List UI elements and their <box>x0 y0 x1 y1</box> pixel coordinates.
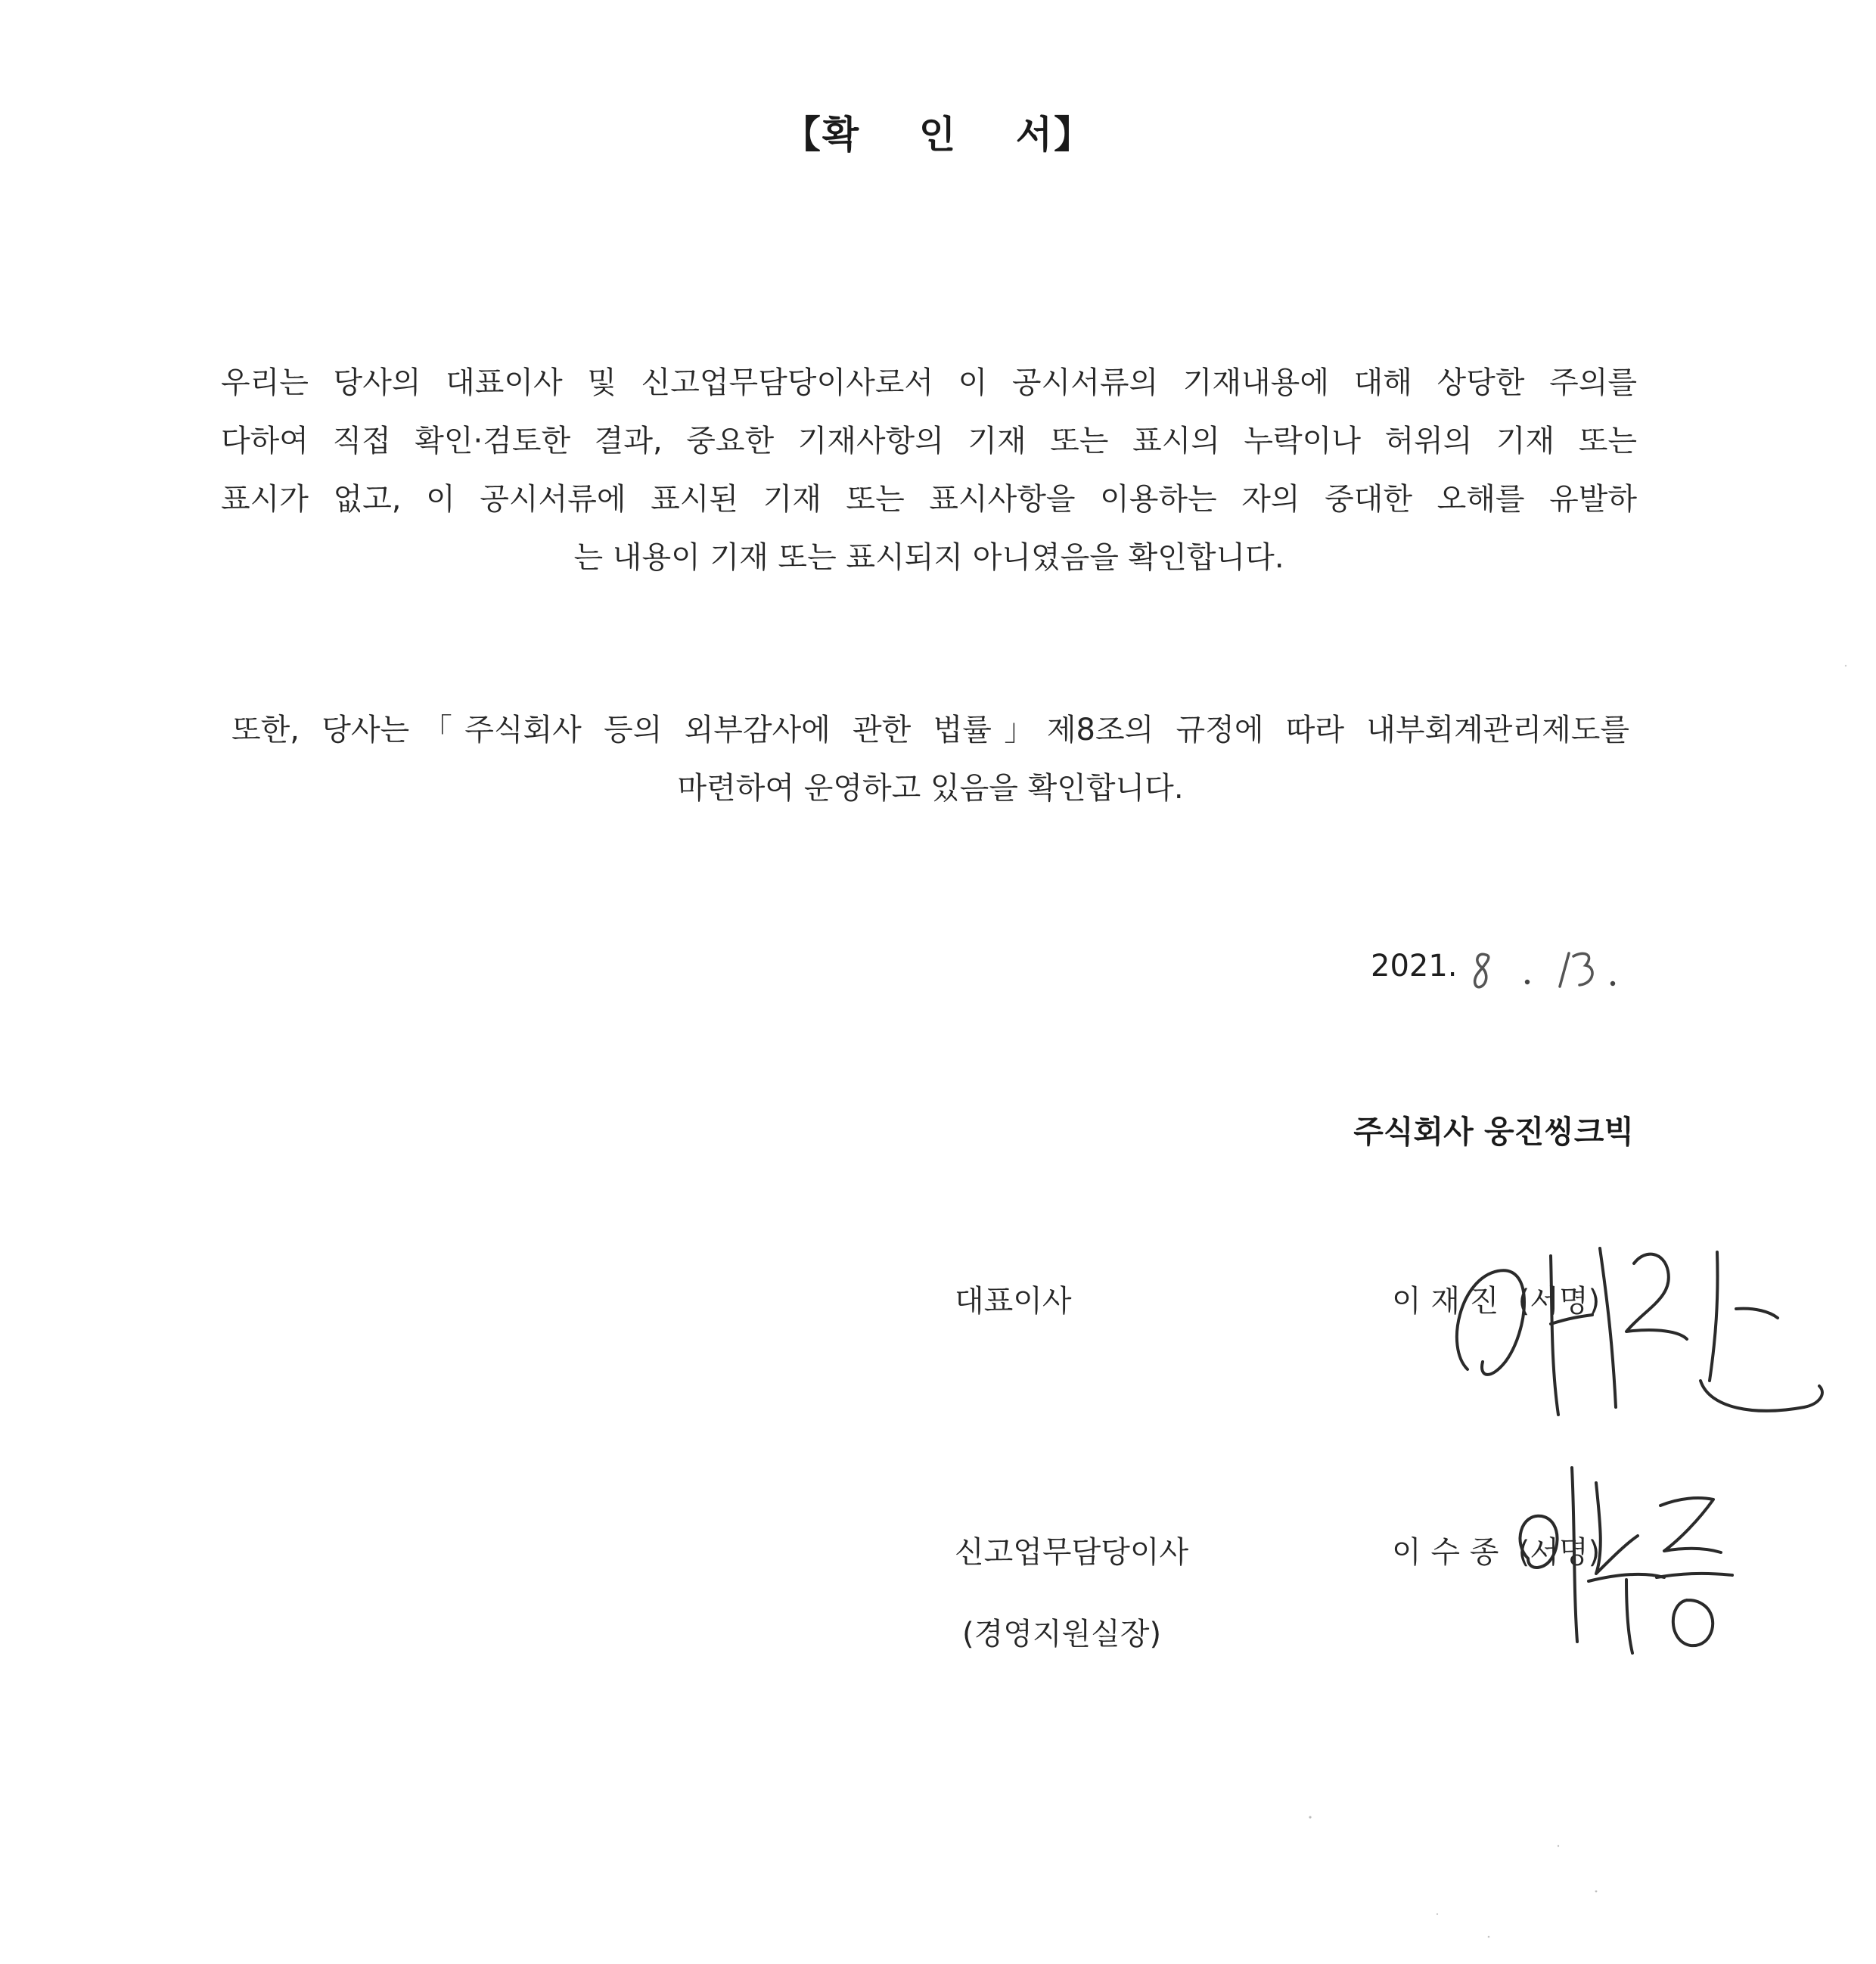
ceo-role: 대표이사 <box>955 1284 1072 1319</box>
document-date <box>1371 944 1643 990</box>
paragraph-line: 표시가 없고, 이 공시서류에 표시된 기재 또는 표시사항을 이용하는 자의 중대한 오해를 유발하 <box>221 482 1637 517</box>
handwritten-date-icon <box>1371 944 1643 997</box>
ceo-name-line <box>1392 1277 1600 1320</box>
document-title: 【확 인 서】 <box>782 113 1094 157</box>
paragraph-line: 는 내용이 기재 또는 표시되지 아니였음을 확인합니다. <box>573 540 1284 575</box>
ceo-sign-label: (서명) <box>1517 1284 1601 1319</box>
confirmation-paragraph <box>221 365 1637 595</box>
company-name: 주식회사 웅진씽크빅 <box>1353 1114 1634 1150</box>
paragraph-line: 마련하여 운영하고 있음을 확인합니다. <box>677 771 1184 806</box>
internal-control-paragraph <box>231 715 1629 821</box>
cfo-name-line <box>1392 1528 1600 1571</box>
cfo-role: 신고업무담당이사 <box>955 1535 1189 1570</box>
cfo-sign-label: (서명) <box>1517 1535 1601 1570</box>
ceo-name: 이 재 진 <box>1392 1284 1499 1319</box>
paragraph-line: 다하여 직접 확인·검토한 결과, 중요한 기재사항의 기재 또는 표시의 누락이나 허위의 기재 또는 <box>221 424 1637 458</box>
paragraph-line: 우리는 당사의 대표이사 및 신고업무담당이사로서 이 공시서류의 기재내용에 대해 상당한 주의를 <box>221 365 1637 400</box>
paragraph-line: 또한, 당사는「주식회사 등의 외부감사에 관한 법률」제8조의 규정에 따라 내부회계관리제도를 <box>231 713 1629 747</box>
ceo-signature-icon <box>1437 1218 1831 1445</box>
date-year: 2021. <box>1371 949 1458 984</box>
cfo-role-sub: (경영지원실장) <box>962 1617 1162 1652</box>
cfo-name: 이 수 종 <box>1392 1535 1499 1570</box>
